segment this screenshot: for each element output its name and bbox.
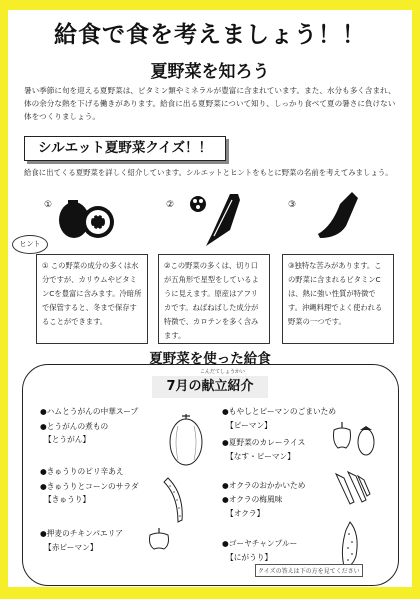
wax-gourd-illustration — [166, 412, 206, 468]
hint-box-2: ②この野菜の多くは、切り口が五角形で星型をしているように見えます。原産はアフリカです。ねばねばした成分が特徴で、カロテンを多く含みます。 — [158, 254, 270, 344]
page-subtitle: 夏野菜を知ろう — [150, 62, 270, 82]
intro-text: 暑い季節に旬を迎える夏野菜は、ビタミン類やミネラルが豊富に含まれています。また、水分も多く含まれ、体の余分な熱を下げる働きがあります。給食に出る夏野菜について知り、しっかり食べて夏の暑さに負けない体をつくりましょう。 — [24, 86, 396, 121]
green-pepper-eggplant-illustration — [330, 418, 378, 458]
bitter-melon-illustration — [336, 520, 362, 570]
wax-gourd-silhouette — [56, 194, 116, 246]
menu-right-2-veg: 【なす・ピーマン】 — [226, 452, 295, 461]
menu-right-4-veg: 【オクラ】 — [226, 509, 265, 518]
quiz-number-2: ② — [166, 200, 175, 210]
bitter-melon-silhouette — [312, 190, 362, 242]
hint-bubble: ヒント — [12, 235, 48, 254]
menu-left-5-dish: ●押麦のチキンパエリア — [40, 529, 123, 538]
quiz-number-1: ① — [44, 200, 53, 210]
menu-right-1-dish: ●もやしとピーマンのごまいため — [222, 407, 337, 416]
hint-box-1: ① この野菜の成分の多くは水分ですが、カリウムやビタミンCを豊富に含みます。冷暗所で保管すると、冬まで保存することができます。 — [36, 254, 148, 344]
footer-note: クイズの答えは下の方を見てください — [255, 564, 363, 577]
page-title: 給食で食を考えましょう！！ — [54, 22, 366, 48]
cucumber-illustration — [160, 474, 194, 526]
menu-left-5-veg: 【赤ピーマン】 — [44, 543, 98, 552]
quiz-intro: 給食に出てくる夏野菜を詳しく紹介しています。シルエットとヒントをもとに野菜の名前を考えてみましょう。 — [24, 168, 393, 177]
okra-silhouette — [184, 190, 254, 250]
okra-illustration — [332, 470, 372, 506]
menu-box-title: 7月の献立紹介 — [152, 376, 268, 398]
menu-left-3-dish: ●きゅうりのピリ辛あえ — [40, 467, 124, 476]
menu-left-4-veg: 【きゅうり】 — [44, 495, 91, 504]
menu-left-2-veg: 【とうがん】 — [44, 435, 91, 444]
menu-right-5-dish: ●ゴーヤチャンプルー — [222, 539, 298, 548]
menu-right-4-dish: ●オクラの梅風味 — [222, 495, 283, 504]
menu-right-1-veg: 【ピーマン】 — [226, 421, 272, 430]
menu-box-ruby: こんだてしょうかい — [200, 369, 246, 375]
quiz-heading: シルエット夏野菜クイズ！！ — [24, 136, 226, 161]
menu-left-2-dish: ●とうがんの煮もの — [40, 422, 109, 431]
menu-right-2-dish: ●夏野菜のカレーライス — [222, 438, 306, 447]
red-pepper-illustration — [146, 527, 172, 551]
menu-section-title: 夏野菜を使った給食 — [149, 351, 271, 367]
hint-box-3: ③独特な苦みがあります。この野菜に含まれるビタミンCは、熱に強い性質が特徴です。沖縄料理でよく使われる野菜の一つです。 — [282, 254, 394, 344]
menu-right-5-veg: 【にがうり】 — [226, 553, 273, 562]
menu-left-4-dish: ●きゅうりとコーンのサラダ — [40, 482, 139, 491]
menu-right-3-dish: ●オクラのおかかいため — [222, 481, 306, 490]
quiz-number-3: ③ — [288, 200, 297, 210]
menu-left-1-dish: ●ハムとうがんの中華スープ — [40, 407, 139, 416]
